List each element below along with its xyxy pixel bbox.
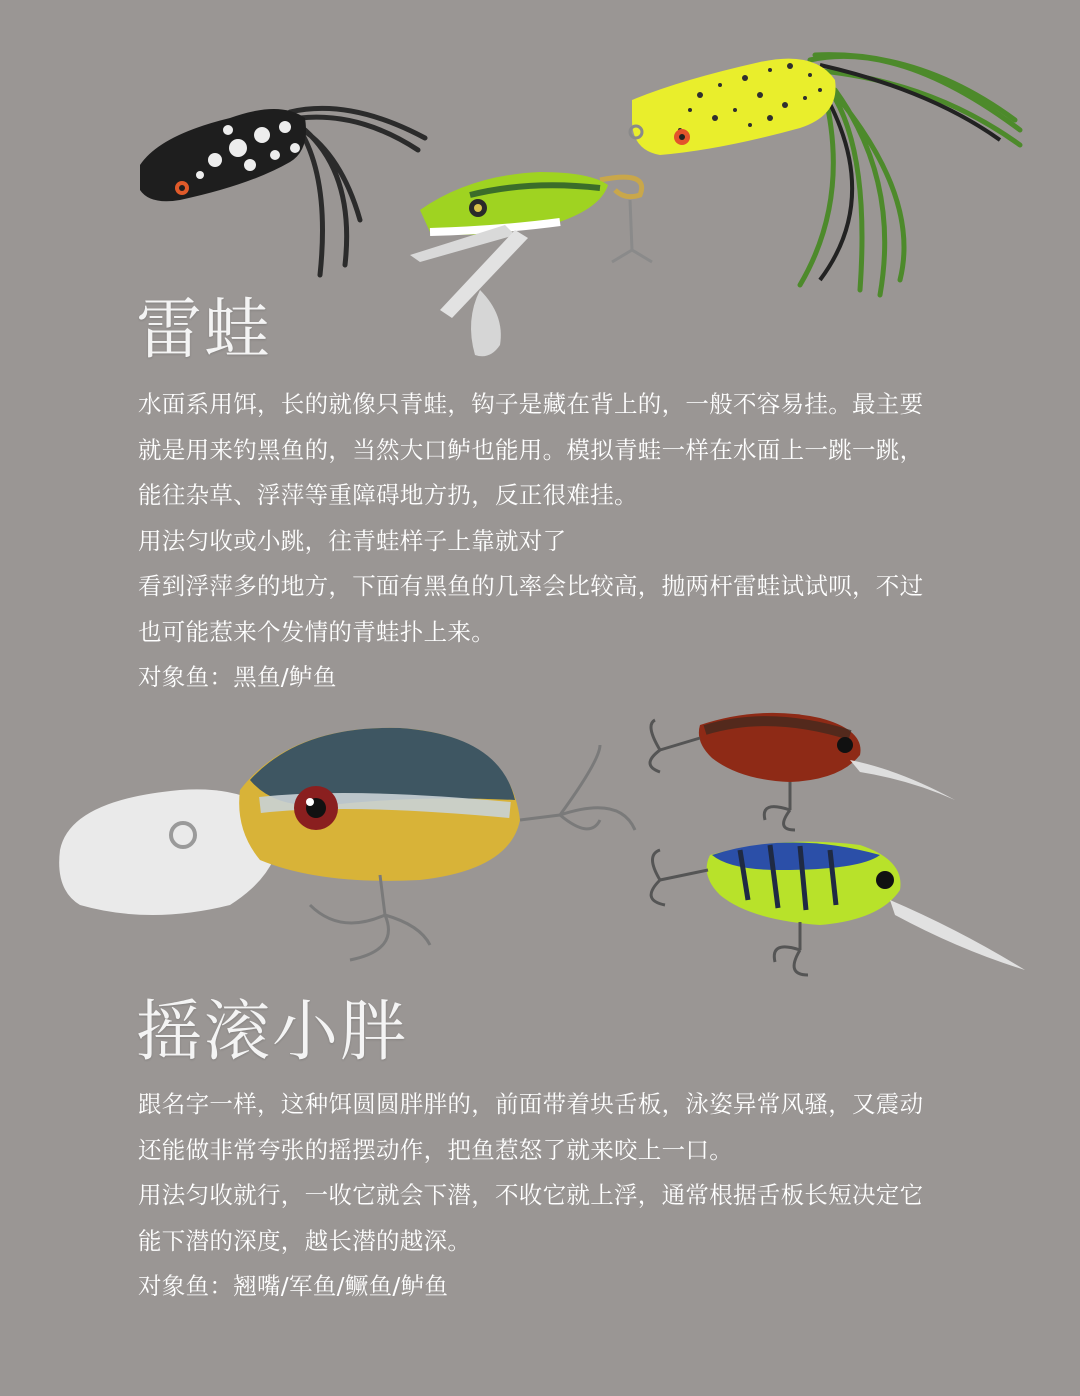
section-title-crankbait: 摇滚小胖 (136, 993, 408, 1070)
body-line: 能下潜的深度，越长潜的越深。 (138, 1226, 472, 1255)
body-line: 水面系用饵，长的就像只青蛙，钩子是藏在背上的，一般不容易挂。最主要 (138, 390, 924, 418)
red-crankbait-lure (650, 713, 955, 830)
body-line: 用法匀收就行，一收它就会下潜，不收它就上浮，通常根据舌板长短决定它 (138, 1181, 924, 1209)
body-line: 能往杂草、浮萍等重障碍地方扔，反正很难挂。 (138, 481, 638, 509)
black-frog-lure (140, 108, 425, 275)
target-fish-line: 对象鱼：黑鱼/鲈鱼 (138, 663, 337, 691)
body-line: 就是用来钓黑鱼的，当然大口鲈也能用。模拟青蛙一样在水面上一跳一跳， (138, 435, 924, 464)
section-body-crankbait (138, 1082, 1018, 1310)
body-line: 跟名字一样，这种饵圆圆胖胖的，前面带着块舌板，泳姿异常风骚，又震动 (138, 1090, 924, 1118)
section-body-frog (138, 382, 1018, 701)
body-line: 还能做非常夸张的摇摆动作，把鱼惹怒了就来咬上一口。 (138, 1135, 733, 1164)
tiger-crankbait-lure (651, 842, 1025, 975)
crankbait-lures-image (0, 700, 1080, 990)
yellow-frog-lure (630, 55, 1020, 295)
fat-crankbait-lure (59, 728, 635, 960)
body-line: 用法匀收或小跳，往青蛙样子上靠就对了 (138, 526, 567, 555)
section-title-frog: 雷蛙 (136, 291, 272, 368)
body-line: 也可能惹来个发情的青蛙扑上来。 (138, 617, 495, 646)
body-line: 看到浮萍多的地方，下面有黑鱼的几率会比较高，抛两杆雷蛙试试呗，不过 (138, 572, 924, 600)
target-fish-line: 对象鱼：翘嘴/军鱼/鳜鱼/鲈鱼 (138, 1272, 449, 1300)
green-frog-lure (410, 172, 652, 356)
